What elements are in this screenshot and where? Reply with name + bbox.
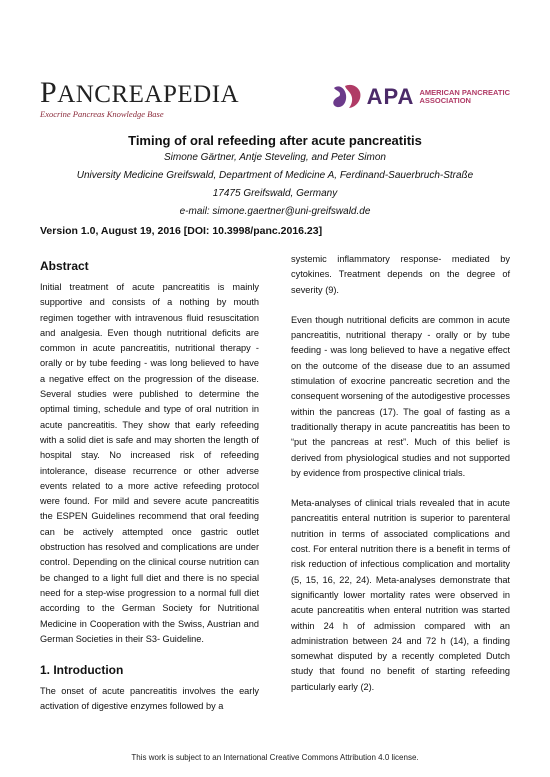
article-authors: Simone Gärtner, Antje Steveling, and Peter Simon [164,152,386,163]
article-email[interactable]: e-mail: simone.gaertner@uni-greifswald.de [179,206,371,217]
article-city: 17475 Greifswald, Germany [212,188,338,199]
right-paragraph-1: systemic inflammatory response- mediated by cytokines. Treatment depends on the degree of severity (9). [291,254,510,295]
brand-name: PANCREAPEDIA [40,76,240,109]
pancreapedia-logo[interactable] [40,76,240,119]
right-paragraph-2: Even though nutritional deficits are common in acute pancreatitis, nutritional therapy - orally or by tube feeding - was long believed to have a negative effect on the outcome of the disease due to an assumed stimulation of exocrine pancreatic secretion and the consequent worsening of the autodigestive processes within the pancreas (17). The goal of fasting as a traditionally therapy in acute pancreatitis has been to “put the pancreas at rest”. Much of this belief is derived from physiological studies and not supported by evidence from prospective clinical trials. [291,314,510,478]
right-paragraph-3: Meta-analyses of clinical trials revealed that in acute pancreatitis enteral nutrition is superior to parenteral nutrition in terms of associated complications and cost. For enteral nutrition there is a benefit in terms of risk reduction of infectious complication and mortality (5, 15, 16, 22, 24). Meta-analyses demonstrate that significantly lower mortality rates were observed in acute pancreatitis when enteral nutrition was started within 24 h of admission compared with an administration between 24 and 72 h (14), a finding somewhat disputed by a recently completed Dutch study that found no benefit of starting refeeding particularly early (2). [291,498,510,692]
version-line: Version 1.0, August 19, 2016 [DOI: 10.3998/panc.2016.23] [40,225,323,237]
article-title: Timing of oral refeeding after acute pancreatitis [128,133,422,148]
apa-fullname: AMERICAN PANCREATIC ASSOCIATION [419,87,510,105]
abstract-text: Initial treatment of acute pancreatitis is mainly supportive and consists of a nothing by mouth regimen together with intravenous fluid resuscitation and analgesia. Even though nutritional deficits are common in acute pancreatitis, nutritional therapy - orally or by tube feeding - was long believed to have a negative effect on the progression of the disease. Several studies were published to determine the optimal timing, schedule and type of oral nutrition in acute pancreatitis. They show that early refeeding with a solid diet is safe and may shorten the length of hospital stay. No increased risk of refeeding intolerance, disease recurrence or other adverse events related to a more active refeeding protocol were found. For mild and severe acute pancreatitis the ESPEN Guidelines recommend that oral feeding can be actively attempted once gastric outlet obstruction has resolved and complications are under control. Depending on the clinical course nutrition can be changed to a light full diet and there is no special need for a step-wise progression to a normal full diet according to the German Society for Nutritional Medicine in Cooperation with the Swiss, Austrian and German Societies in their S3- Guideline. [40,282,259,644]
left-column [40,252,259,730]
article-affiliation: University Medicine Greifswald, Department of Medicine A, Ferdinand-Sauerbruch-Straße [76,170,474,181]
apa-logo[interactable] [331,82,510,112]
license-footer: This work is subject to an International Creative Commons Attribution 4.0 license. [131,753,419,762]
page-header [40,78,510,124]
brand-tagline: Exocrine Pancreas Knowledge Base [40,109,164,119]
right-column [291,252,510,710]
title-block [0,132,550,221]
introduction-heading: 1. Introduction [40,663,124,678]
introduction-paragraph: The onset of acute pancreatitis involves the early activation of digestive enzymes followed by a [40,686,259,712]
apa-pancreas-icon [331,82,363,112]
apa-abbrev: APA [366,84,415,109]
abstract-heading: Abstract [40,259,89,273]
